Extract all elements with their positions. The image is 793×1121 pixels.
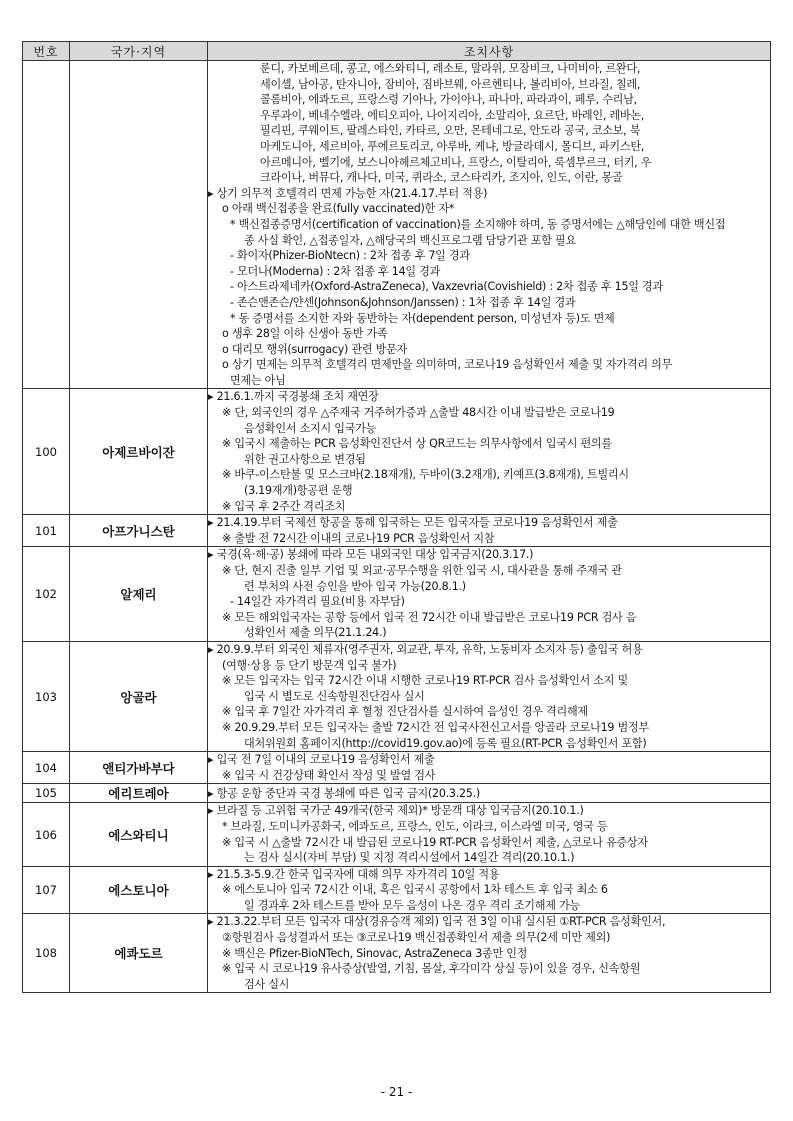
country-name: 에스토니아	[70, 866, 208, 914]
country-name: 아제르바이잔	[70, 389, 208, 515]
country-name: 에콰도르	[70, 914, 208, 993]
measure-line: ※ 모든 해외입국자는 공항 등에서 입국 전 72시간 이내 발급받은 코로나19 PCR 검사 음	[222, 610, 637, 624]
measure-line: ▸ 21.5.3-5.9.간 한국 입국자에 대해 의무 자가격리 10일 적용	[208, 867, 500, 881]
header-no: 번호	[23, 42, 70, 61]
measure-line: ▸ 20.9.9.부터 외국인 체류자(영주권자, 외교관, 투자, 유학, 노동비자 소지자 등) 출입국 허용	[208, 642, 643, 656]
measure-line: 음성확인서 소지시 입국가능	[244, 421, 377, 435]
measure-line: 성확인서 제출 의무(21.1.24.)	[244, 626, 387, 640]
measure-line: ▸ 브라질 등 고위험 국가군 49개국(한국 제외)* 방문객 대상 입국금지(20.10.1.)	[208, 804, 584, 818]
table-row	[23, 547, 771, 642]
measure-line: o 아래 백신접종을 완료(fully vaccinated)한 자*	[222, 202, 455, 216]
measure-line: ※ 백신은 Pfizer-BioNTech, Sinovac, AstraZeneca 3종만 인정	[222, 946, 528, 960]
header-country: 국가·지역	[70, 42, 208, 61]
measures-cell	[208, 784, 771, 803]
measure-line: ▸ 항공 운항 중단과 국경 봉쇄에 따른 입국 금지(20.3.25.)	[208, 786, 480, 800]
measure-line: ※ 단, 현지 진출 일부 기업 및 외교·공무수행을 위한 입국 시, 대사관을 통해 주재국 관	[222, 564, 622, 577]
measure-line: 룬디, 카보베르데, 콩고, 에스와티니, 레소토, 말라위, 모잠비크, 나미비아, 르완다,	[260, 62, 641, 75]
country-name: 에스와티니	[70, 803, 208, 866]
measures-cell	[208, 641, 771, 751]
row-number: 108	[23, 914, 70, 993]
table-row	[23, 803, 771, 866]
measure-line: 세이셸, 남아공, 탄자니아, 잠비아, 짐바브웨, 아르헨티나, 볼리비아, 브라질, 칠레,	[260, 77, 641, 91]
table-row	[23, 641, 771, 751]
measure-line: 면제는 아님	[230, 373, 286, 387]
measure-line: 아르메니아, 벨기에, 보스니아헤르체고비나, 프랑스, 이탈리아, 룩셈부르크, 터키, 우	[260, 155, 652, 169]
measures-cell	[208, 547, 771, 642]
measure-line: 일 경과후 2차 테스트를 받아 모두 음성이 나온 경우 격리 조기해제 가능	[244, 898, 580, 912]
measure-line: 검사 실시	[244, 977, 290, 991]
measure-line: o 생후 28일 이하 신생아 동반 가족	[222, 327, 388, 341]
measures-cell	[208, 866, 771, 914]
measure-line: o 상기 면제는 의무적 호텔격리 면제만을 의미하며, 코로나19 음성확인서 제출 및 자가격리 의무	[222, 358, 673, 372]
measure-line: 대처위원회 홈페이지(http://covid19.gov.ao)에 등록 필요(RT-PCR 음성확인서 포함)	[244, 736, 647, 750]
measure-line: ※ 입국시 제출하는 PCR 음성확인진단서 상 QR코드는 의무사항에서 입국시 편의를	[222, 437, 612, 451]
measure-line: - 존슨앤존슨/얀센(Johnson&Johnson/Janssen) : 1차 접종 후 14일 경과	[230, 295, 576, 309]
row-number: 107	[23, 866, 70, 914]
table-row	[23, 784, 771, 803]
table-row	[23, 515, 771, 547]
measure-line: 위한 권고사항으로 변경됨	[244, 452, 366, 466]
country-name: 앙골라	[70, 641, 208, 751]
measure-line: * 동 증명서를 소지한 자와 동반하는 자(dependent person, 미성년자 등)도 면제	[230, 311, 615, 325]
measure-line: ※ 입국 시 건강상태 확인서 작성 및 발열 검사	[222, 768, 436, 782]
row-number: 104	[23, 752, 70, 784]
measure-line: 콜롬비아, 에콰도르, 프랑스령 기아나, 가이아나, 파나마, 파라과이, 페루, 수리남,	[260, 93, 637, 107]
measures-cell	[208, 61, 771, 389]
measure-line: * 브라질, 도미니카공화국, 에콰도르, 프랑스, 인도, 이라크, 이스라엘 미국, 영국 등	[222, 819, 608, 833]
measure-line: 크라이나, 버뮤다, 캐나다, 미국, 퀴라소, 코스타리카, 조지아, 인도, 이란, 몽골	[260, 171, 623, 185]
measure-line: * 백신접종증명서(certification of vaccination)를 소지해야 하며, 동 증명서에는 △해당인에 대한 백신접	[230, 217, 726, 231]
measure-line: (3.19재개)항공편 운행	[244, 484, 353, 498]
measure-line: 필리핀, 쿠웨이트, 팔레스타인, 카타르, 오만, 몬테네그로, 안도라 공국, 코소보, 북	[260, 124, 641, 138]
table-header-row	[23, 42, 771, 61]
measure-line: ※ 입국 후 7일간 자가격리 후 혈청 진단검사를 실시하여 음성인 경우 격리해제	[222, 705, 588, 719]
table-row	[23, 914, 771, 993]
table-row	[23, 752, 771, 784]
measure-line: (여행·상용 등 단기 방문객 입국 불가)	[222, 658, 397, 672]
country-name	[70, 61, 208, 389]
measure-line: ※ 에스토니아 입국 72시간 이내, 혹은 입국시 공항에서 1차 테스트 후 입국 최소 6	[222, 883, 608, 897]
measure-line: o 대리모 행위(surrogacy) 관련 방문자	[222, 342, 408, 356]
measure-line: ※ 20.9.29.부터 모든 입국자는 출발 72시간 전 입국사전신고서를 앙골라 코로나19 범정부	[222, 720, 649, 734]
measure-line: 우루과이, 베네수엘라, 에티오피아, 나이지리아, 소말리아, 요르단, 바레인, 레바논,	[260, 108, 645, 122]
row-number: 102	[23, 547, 70, 642]
measures-cell	[208, 752, 771, 784]
measure-line: ▸ 상기 의무적 호텔격리 면제 가능한 자(21.4.17.부터 적용)	[208, 186, 488, 200]
measure-line: ▸ 국경(육·해·공) 봉쇄에 따라 모든 내외국인 대상 입국금지(20.3.17.)	[208, 548, 534, 562]
measure-line: ※ 바쿠-이스탄불 및 모스크바(2.18재개), 두바이(3.2재개), 키예프(3.8재개), 트빌리시	[222, 468, 629, 482]
measures-table	[22, 41, 771, 993]
country-name: 알제리	[70, 547, 208, 642]
row-number: 103	[23, 641, 70, 751]
measure-line: ※ 입국 시 코로나19 유사증상(발열, 기침, 몸살, 후각미각 상실 등)이 있을 경우, 신속항원	[222, 962, 641, 976]
measure-line: ※ 입국 시 △출발 72시간 내 발급된 코로나19 RT-PCR 음성확인서 제출, △코로나 유증상자	[222, 835, 648, 849]
measure-line: ※ 출발 전 72시간 이내의 코로나19 PCR 음성확인서 지참	[222, 531, 495, 545]
measure-line: 입국 시 별도로 신속항원진단검사 실시	[244, 689, 425, 703]
page-number: - 21 -	[380, 1085, 413, 1099]
header-measures: 조치사항	[208, 42, 771, 61]
measure-line: 마케도니아, 세르비아, 푸에르토리코, 아루바, 케냐, 방글라데시, 몰디브, 파키스탄,	[260, 139, 645, 153]
measure-line: - 모더나(Moderna) : 2차 접종 후 14일 경과	[230, 264, 441, 278]
measure-line: ▸ 21.3.22.부터 모든 입국자 대상(경유승객 제외) 입국 전 3일 이내 실시된 ①RT-PCR 음성확인서,	[208, 915, 666, 929]
measure-line: ▸ 입국 전 7일 이내의 코로나19 음성확인서 제출	[208, 753, 435, 767]
measure-line: - 아스트라제네카(Oxford-AstraZeneca), Vaxzevria(Covishield) : 2차 접종 후 15일 경과	[230, 280, 663, 294]
measure-line: - 화이자(Phizer-BioNtecn) : 2차 접종 후 7일 경과	[230, 249, 470, 263]
measures-cell	[208, 803, 771, 866]
country-name: 앤티가바부다	[70, 752, 208, 784]
table-row	[23, 866, 771, 914]
measure-line: 종 사실 확인, △접종일자, △해당국의 백신프로그램 담당기관 포함 필요	[244, 233, 576, 247]
measures-cell	[208, 914, 771, 993]
table-row	[23, 61, 771, 389]
row-number: 106	[23, 803, 70, 866]
measure-line: ※ 단, 외국인의 경우 △주재국 거주허가증과 △출발 48시간 이내 발급받은 코로나19	[222, 406, 615, 420]
measure-line: ▸ 21.4.19.부터 국제선 항공을 통해 입국하는 모든 입국자들 코로나19 음성확인서 제출	[208, 516, 618, 530]
row-number: 105	[23, 784, 70, 803]
measure-line: ②항원검사 음성결과서 또는 ③코로나19 백신접종확인서 제출 의무(2세 미만 제외)	[222, 931, 611, 945]
measure-line: ※ 입국 후 2주간 격리조치	[222, 499, 346, 513]
measure-line: 련 부처의 사전 승인을 받아 입국 가능(20.8.1.)	[244, 579, 466, 593]
measure-line: - 14일간 자가격리 필요(비용 자부담)	[230, 595, 405, 609]
measure-line: 는 검사 실시(자비 부담) 및 지정 격리시설에서 14일간 격리(20.10.1.)	[244, 851, 575, 865]
measure-line: ※ 모든 입국자는 입국 72시간 이내 시행한 코로나19 RT-PCR 검사 음성확인서 소지 및	[222, 674, 628, 688]
table-row	[23, 389, 771, 515]
country-name: 에리트레아	[70, 784, 208, 803]
row-number: 100	[23, 389, 70, 515]
row-number	[23, 61, 70, 389]
measures-cell	[208, 389, 771, 515]
measure-line: ▸ 21.6.1.까지 국경봉쇄 조치 재연장	[208, 390, 379, 404]
measures-cell	[208, 515, 771, 547]
country-name: 아프가니스탄	[70, 515, 208, 547]
row-number: 101	[23, 515, 70, 547]
